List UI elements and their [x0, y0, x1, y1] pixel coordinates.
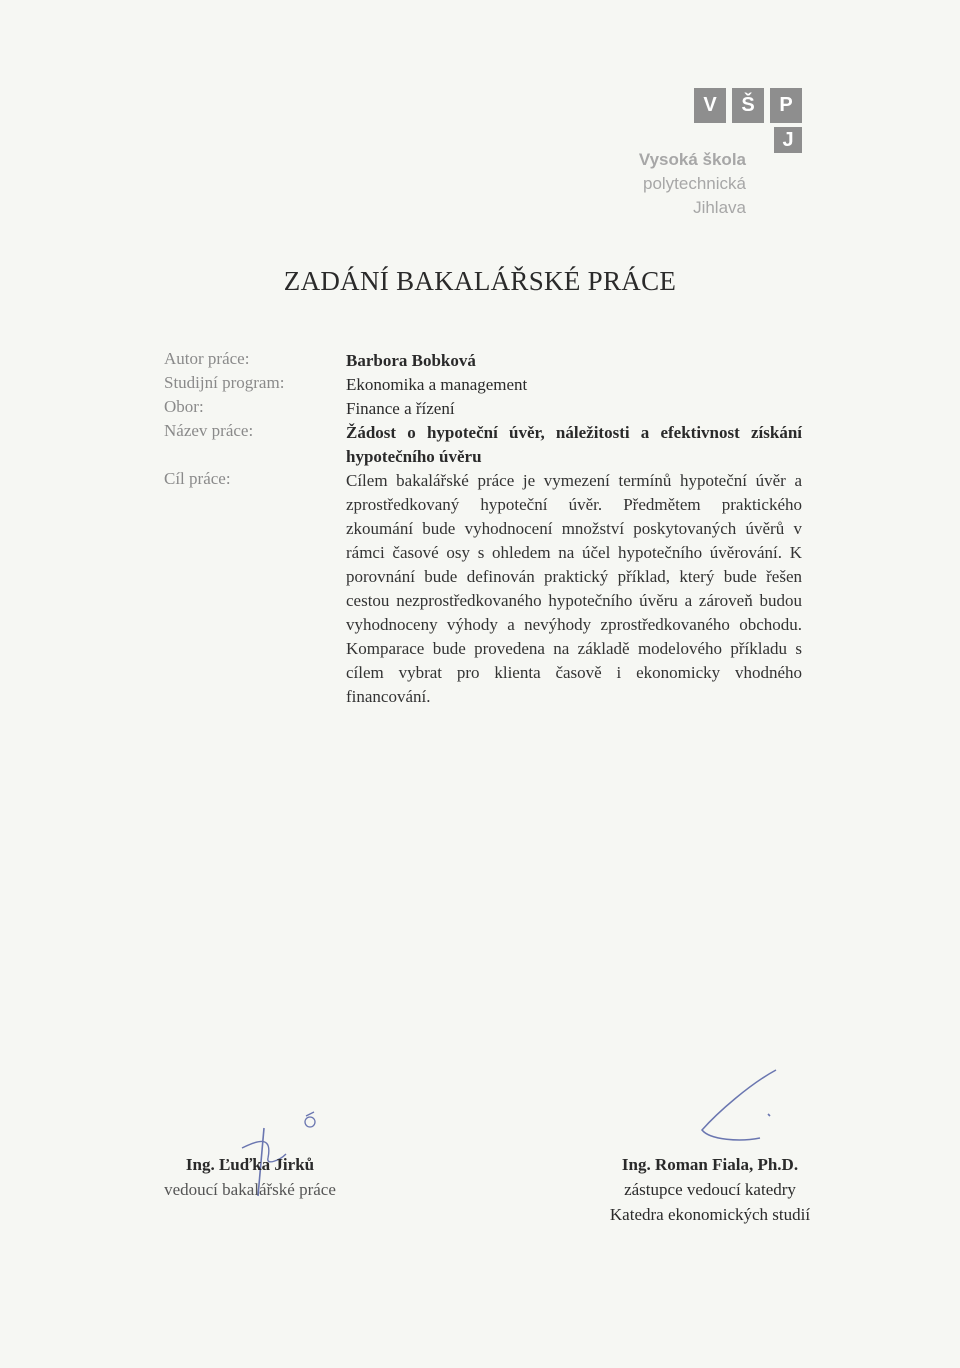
logo-letter-j: J [774, 127, 802, 153]
supervisor-name: Ing. Ľuďka Jirků [185, 1155, 315, 1174]
thesis-title-value: Žádost o hypoteční úvěr, náležitosti a efektivnost získání hypotečního úvěru [346, 423, 802, 466]
logo-letter-s: Š [732, 88, 764, 123]
thesis-label: Název práce: [164, 421, 254, 440]
deputy-block [590, 1152, 830, 1227]
logo-line-2: polytechnická [642, 174, 746, 193]
logo-line-1: Vysoká škola [638, 150, 746, 169]
author-label: Autor práce: [164, 349, 250, 368]
author-value: Barbora Bobková [346, 351, 476, 370]
deputy-name: Ing. Roman Fiala, Ph.D. [621, 1155, 799, 1174]
field-values [346, 349, 802, 709]
program-value: Ekonomika a management [346, 375, 528, 394]
program-label: Studijní program: [164, 373, 285, 392]
supervisor-block [160, 1152, 340, 1202]
logo-letter-v: V [694, 88, 726, 123]
deputy-role-1: zástupce vedoucí katedry [624, 1180, 796, 1199]
deputy-signature [690, 1064, 790, 1154]
logo-letter-p: P [770, 88, 802, 123]
logo-text [639, 148, 746, 220]
deputy-role-2: Katedra ekonomických studií [609, 1205, 811, 1224]
goal-label: Cíl práce: [164, 469, 231, 488]
goal-value: Cílem bakalářské práce je vymezení termínů hypoteční úvěr a zprostředkovaný hypoteční úvěr. Předmětem praktického zkoumání bude vyhodnocení množství poskytovaných úvěrů v rámci časové osy s ohledem na účel hypotečního úvěrování. K porovnání bude definován praktický příklad, který bude řešen cestou nezprostředkovaného hypotečního úvěru a zároveň budou vyhodnoceny výhody a nevýhody zprostředkovaného obchodu. Komparace bude provedena na základě modelového příkladu s cílem vybrat pro klienta časově i ekonomicky vhodného financování. [346, 471, 802, 706]
field-value: Finance a řízení [346, 399, 455, 418]
page-title: ZADÁNÍ BAKALÁŘSKÉ PRÁCE [283, 266, 677, 296]
logo-line-3: Jihlava [693, 198, 746, 217]
field-label: Obor: [164, 397, 204, 416]
supervisor-role: vedoucí bakalářské práce [164, 1180, 336, 1199]
school-logo [632, 88, 802, 217]
